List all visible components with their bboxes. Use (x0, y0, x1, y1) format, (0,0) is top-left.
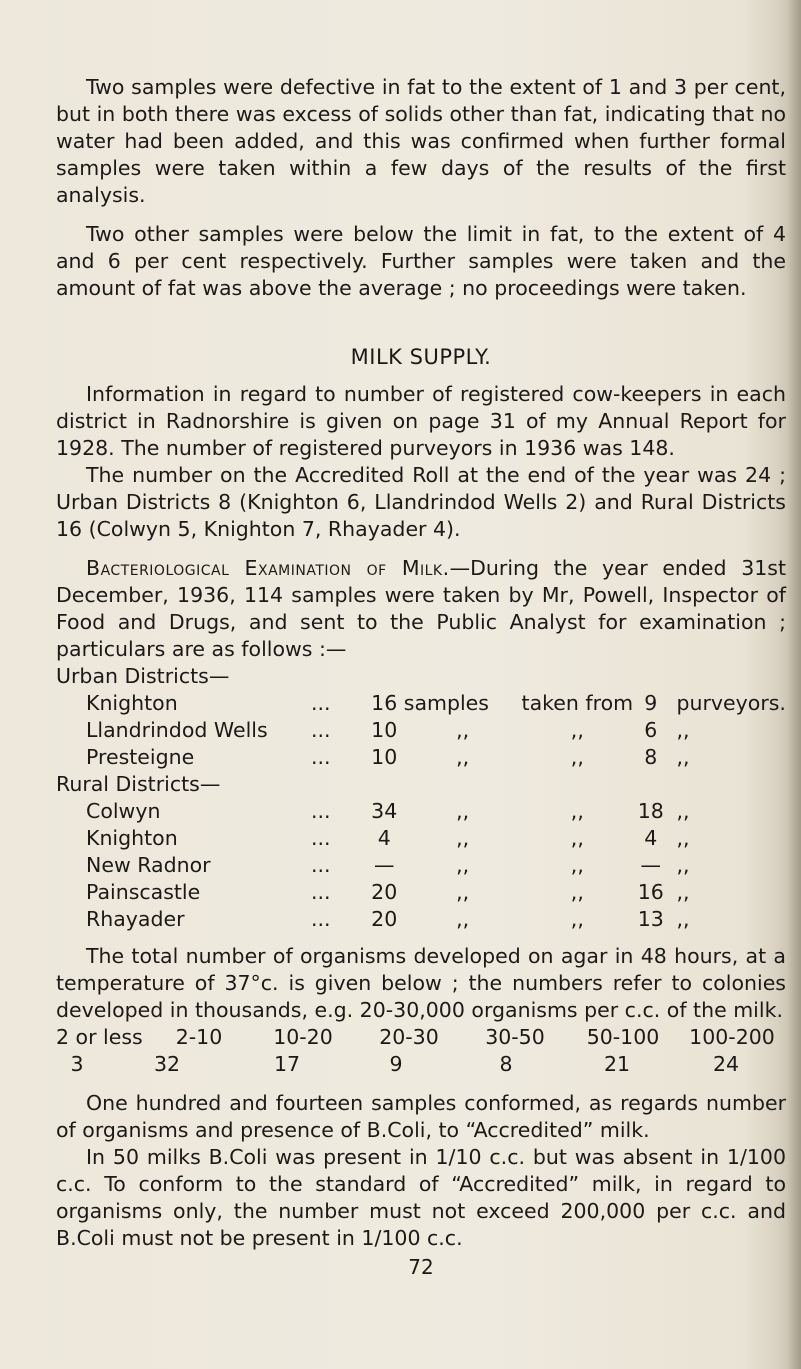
district-name: Presteigne (86, 745, 195, 769)
range-count: 21 (603, 1052, 631, 1076)
range-count: 9 (389, 1052, 403, 1076)
table-row (56, 825, 786, 852)
range-label: 10-20 (273, 1025, 333, 1049)
ditto-mark: ,, (676, 745, 690, 769)
rural-districts-heading: Rural Districts— (56, 772, 221, 796)
ditto-mark: ,, (570, 718, 584, 742)
urban-districts-heading-row (56, 663, 786, 690)
organism-ranges-row (56, 1024, 786, 1051)
ditto-mark: ,, (570, 799, 584, 823)
sample-count: 34 (371, 799, 398, 823)
district-name: Knighton (86, 826, 178, 850)
district-name: Rhayader (86, 907, 185, 931)
ditto-mark: ,, (456, 853, 470, 877)
ditto-mark: ,, (456, 880, 470, 904)
page-number: 72 (408, 1255, 434, 1279)
ditto-mark: ,, (676, 853, 690, 877)
district-name: Knighton (86, 691, 178, 715)
organism-counts-row (56, 1051, 786, 1078)
range-label: 2 or less (56, 1025, 143, 1049)
paragraph-organisms: The total number of organisms developed on agar in 48 hours, at a temperature of 37°c. is given below ; the numbers refer to colonies developed in thousands, e.g. 20-30,000 organisms per c.c. of the milk. (56, 944, 786, 1022)
leader-dots: ... (311, 826, 331, 850)
table-row (56, 690, 786, 717)
range-count: 8 (499, 1052, 513, 1076)
sample-count: 10 (371, 745, 398, 769)
bacteriological-text: —During the year ended 31st December, 1936, 114 samples were taken by Mr, Powell, Inspector of Food and Drugs, and sent to the Public Analyst for examination ; particulars are as follows :— (56, 556, 786, 661)
paragraph-conformed: One hundred and fourteen samples conformed, as regards number of organisms and presence of B.Coli, to “Accredited” milk. (56, 1091, 786, 1142)
taken-from-text: taken from (521, 691, 634, 715)
sample-count: 20 (371, 907, 398, 931)
district-name: Colwyn (86, 799, 161, 823)
district-name: New Radnor (86, 853, 211, 877)
ditto-mark: ,, (570, 853, 584, 877)
sample-count: — (373, 853, 395, 877)
samples-word: samples (403, 691, 489, 715)
range-label: 50-100 (586, 1025, 660, 1049)
paragraph-below-limit: Two other samples were below the limit in fat, to the extent of 4 and 6 per cent respectively. Further samples were taken and the amount of fat was above the average ; no proceedings were taken. (56, 222, 786, 300)
range-label: 20-30 (379, 1025, 439, 1049)
range-count: 3 (70, 1052, 84, 1076)
ditto-mark: ,, (456, 826, 470, 850)
ditto-mark: ,, (570, 826, 584, 850)
ditto-mark: ,, (676, 880, 690, 904)
district-name: Llandrindod Wells (86, 718, 268, 742)
section-heading-milk-supply: MILK SUPPLY. (350, 345, 492, 369)
range-count: 24 (712, 1052, 740, 1076)
ditto-mark: ,, (456, 718, 470, 742)
page-content (56, 74, 786, 1281)
ditto-mark: ,, (456, 745, 470, 769)
ditto-mark: ,, (676, 718, 690, 742)
urban-districts-heading: Urban Districts— (56, 664, 230, 688)
purveyor-count: — (640, 853, 662, 877)
purveyor-count: 6 (644, 718, 658, 742)
rural-districts-heading-row (56, 771, 786, 798)
paragraph-bacteriological (56, 555, 786, 663)
purveyors-word: purveyors. (676, 691, 786, 715)
bacteriological-title: Bacteriological Examination of Milk. (86, 556, 450, 580)
table-row (56, 906, 786, 933)
range-label: 30-50 (485, 1025, 545, 1049)
sample-count: 20 (371, 880, 398, 904)
purveyor-count: 4 (644, 826, 658, 850)
leader-dots: ... (311, 745, 331, 769)
leader-dots: ... (311, 907, 331, 931)
range-label: 2-10 (175, 1025, 223, 1049)
leader-dots: ... (311, 799, 331, 823)
leader-dots: ... (311, 853, 331, 877)
samples-table (56, 663, 786, 933)
purveyor-count: 16 (637, 880, 664, 904)
table-row (56, 798, 786, 825)
ditto-mark: ,, (676, 907, 690, 931)
leader-dots: ... (311, 718, 331, 742)
ditto-mark: ,, (570, 745, 584, 769)
sample-count: 16 (371, 691, 398, 715)
range-count: 32 (153, 1052, 181, 1076)
leader-dots: ... (311, 691, 331, 715)
table-row (56, 717, 786, 744)
ditto-mark: ,, (570, 880, 584, 904)
table-row (56, 744, 786, 771)
ditto-mark: ,, (570, 907, 584, 931)
purveyor-count: 8 (644, 745, 658, 769)
table-row (56, 879, 786, 906)
ditto-mark: ,, (676, 826, 690, 850)
paragraph-defective-fat: Two samples were defective in fat to the extent of 1 and 3 per cent, but in both there was excess of solids other than fat, indicating that no water had been added, and this was confirmed when further formal samples were taken within a few days of the results of the first analysis. (56, 75, 786, 207)
sample-count: 10 (371, 718, 398, 742)
ditto-mark: ,, (456, 907, 470, 931)
page-edge-shadow (787, 0, 801, 1369)
district-name: Painscastle (86, 880, 201, 904)
table-row (56, 852, 786, 879)
range-label: 100-200 (689, 1025, 775, 1049)
ditto-mark: ,, (456, 799, 470, 823)
paragraph-accredited-roll: The number on the Accredited Roll at the end of the year was 24 ; Urban Districts 8 (Knighton 6, Llandrindod Wells 2) and Rural Districts 16 (Colwyn 5, Knighton 7, Rhayader 4). (56, 463, 786, 541)
purveyor-count: 13 (637, 907, 664, 931)
paragraph-cow-keepers: Information in regard to number of registered cow-keepers in each district in Radnorshire is given on page 31 of my Annual Report for 1928. The number of registered purveyors in 1936 was 148. (56, 382, 786, 460)
purveyor-count: 9 (644, 691, 658, 715)
sample-count: 4 (377, 826, 391, 850)
ditto-mark: ,, (676, 799, 690, 823)
purveyor-count: 18 (637, 799, 664, 823)
leader-dots: ... (311, 880, 331, 904)
range-count: 17 (273, 1052, 301, 1076)
paragraph-b-coli: In 50 milks B.Coli was present in 1/10 c.c. but was absent in 1/100 c.c. To conform to the standard of “Accredited” milk, in regard to organisms only, the number must not exceed 200,000 per c.c. and B.Coli must not be present in 1/100 c.c. (56, 1145, 786, 1250)
